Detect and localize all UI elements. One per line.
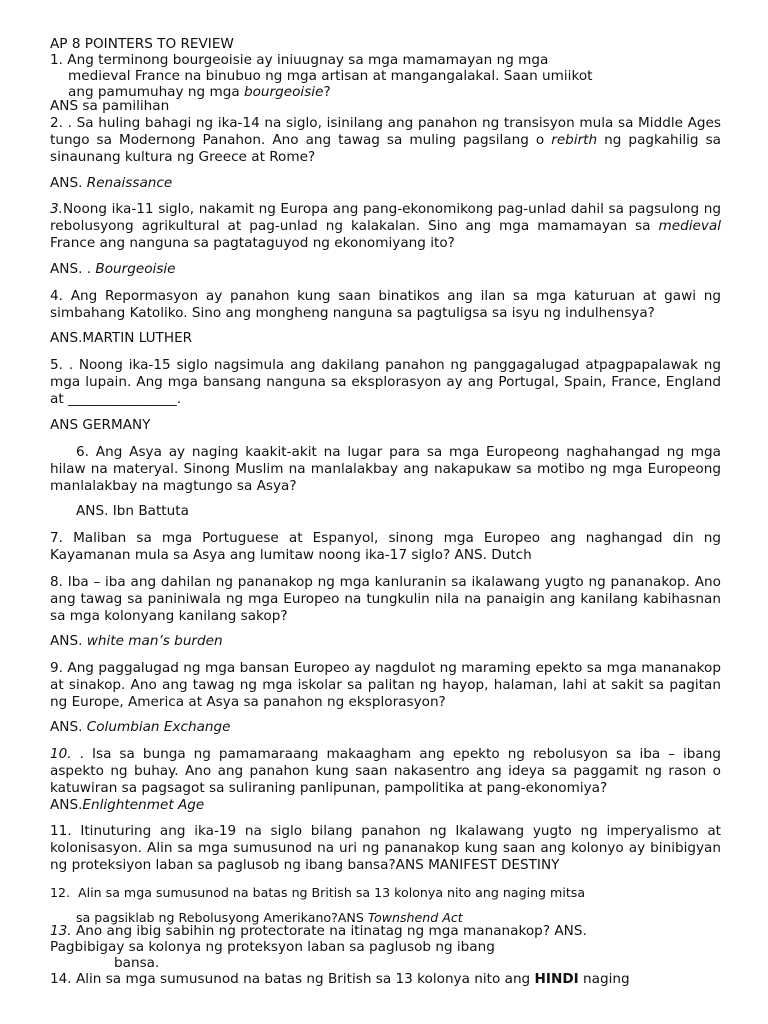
answer-5: ANS GERMANY	[50, 417, 151, 433]
document-title: AP 8 POINTERS TO REVIEW	[50, 36, 234, 52]
question-12-line-2: sa pagsiklab ng Rebolusyong Amerikano?ANS Townshend Act	[76, 910, 463, 925]
question-4: 4. Ang Repormasyon ay panahon kung saan binatikos ang ilan sa mga katuruan at gawi ng simbahang Katoliko. Sino ang mongheng nanguna sa pagtuligsa sa isyu ng indulhensya?	[50, 288, 721, 321]
question-11: 11. Itinuturing ang ika-19 na siglo bilang panahon ng Ikalawang yugto ng imperyalismo at kolonisasyon. Alin sa mga sumusunod na uri ng pananakop kung saan ang kolonyo ay binibigyan ng proteksiyon laban sa paglusob ng ibang bansa?ANS MANIFEST DESTINY	[50, 823, 721, 873]
question-3: 3.Noong ika-11 siglo, nakamit ng Europa ang pang-ekonomikong pag-unlad dahil sa pagsulong ng rebolusyong agrikultural at pag-unlad ng kalakalan. Sino ang mga mamamayan sa medieval France ang nanguna sa pagtataguyod ng ekonomiyang ito?	[50, 201, 721, 251]
question-1: 1. Ang terminong bourgeoisie ay iniuugnay sa mga mamamayan ng mga	[50, 52, 549, 68]
question-10: 10. . Isa sa bunga ng pamamaraang makaagham ang epekto ng rebolusyon sa iba – ibang aspekto ng buhay. Ano ang panahon kung saan nakasentro ang ideya sa paggamit ng rason o katuwiran sa pagsagot sa suliraning panlipunan, pampolitika at pang-ekonomiya? ANS.Enlightenmet Age	[50, 746, 721, 813]
question-1-line-3: ang pamumuhay ng mga bourgeoisie?	[68, 84, 331, 100]
question-1-line-2: medieval France na binubuo ng mga artisan at mangangalakal. Saan umiikot	[68, 68, 593, 84]
question-2: 2. . Sa huling bahagi ng ika-14 na siglo, isinilang ang panahon ng transisyon mula sa Middle Ages tungo sa Modernong Panahon. Ano ang tawag sa muling pagsilang o rebirth ng pagkahilig sa sinaunang kultura ng Greece at Rome?	[50, 115, 721, 165]
question-14: 14. Alin sa mga sumusunod na batas ng British sa 13 kolonya nito ang HINDI naging	[50, 971, 630, 987]
answer-6: ANS. Ibn Battuta	[76, 503, 189, 519]
question-13: 13. Ano ang ibig sabihin ng protectorate na itinatag ng mga mananakop? ANS.	[50, 923, 587, 939]
answer-8: ANS. white man’s burden	[50, 633, 223, 649]
answer-4: ANS.MARTIN LUTHER	[50, 330, 193, 346]
question-6: 6. Ang Asya ay naging kaakit-akit na lugar para sa mga Europeong naghahangad ng mga hilaw na materyal. Sinong Muslim na manlalakbay ang nakapukaw sa motibo ng mga Europeong manlalakbay na magtungo sa Asya?	[50, 444, 721, 494]
answer-9: ANS. Columbian Exchange	[50, 719, 231, 735]
answer-13: Pagbibigay sa kolonya ng proteksyon laban sa paglusob ng ibang	[50, 939, 495, 955]
answer-13-line-2: bansa.	[114, 955, 160, 971]
question-12: 12. Alin sa mga sumusunod na batas ng British sa 13 kolonya nito ang naging mitsa	[50, 885, 586, 900]
answer-3: ANS. . Bourgeoisie	[50, 261, 176, 277]
question-8: 8. Iba – iba ang dahilan ng pananakop ng mga kanluranin sa ikalawang yugto ng pananakop. Ano ang tawag sa paniniwala ng mga Europeo na tungkulin nila na panaigin ang kanilang kabihasnan sa mga kolonyang kanilang sakop?	[50, 574, 721, 624]
question-5: 5. . Noong ika-15 siglo nagsimula ang dakilang panahon ng panggagalugad atpagpapalawak ng mga lupain. Ang mga bansang nanguna sa eksplorasyon ay ang Portugal, Spain, France, England at ________________.	[50, 357, 721, 407]
answer-1: ANS sa pamilihan	[50, 98, 170, 114]
question-9: 9. Ang paggalugad ng mga bansan Europeo ay nagdulot ng maraming epekto sa mga mananakop at sinakop. Ano ang tawag ng mga iskolar sa palitan ng hayop, halaman, lahi at sakit sa pagitan ng Europe, America at Asya sa panahon ng eksplorasyon?	[50, 660, 721, 710]
answer-2: ANS. Renaissance	[50, 175, 173, 191]
question-7: 7. Maliban sa mga Portuguese at Espanyol, sinong mga Europeo ang naghangad din ng Kayamanan mula sa Asya ang lumitaw noong ika-17 siglo? ANS. Dutch	[50, 530, 721, 563]
